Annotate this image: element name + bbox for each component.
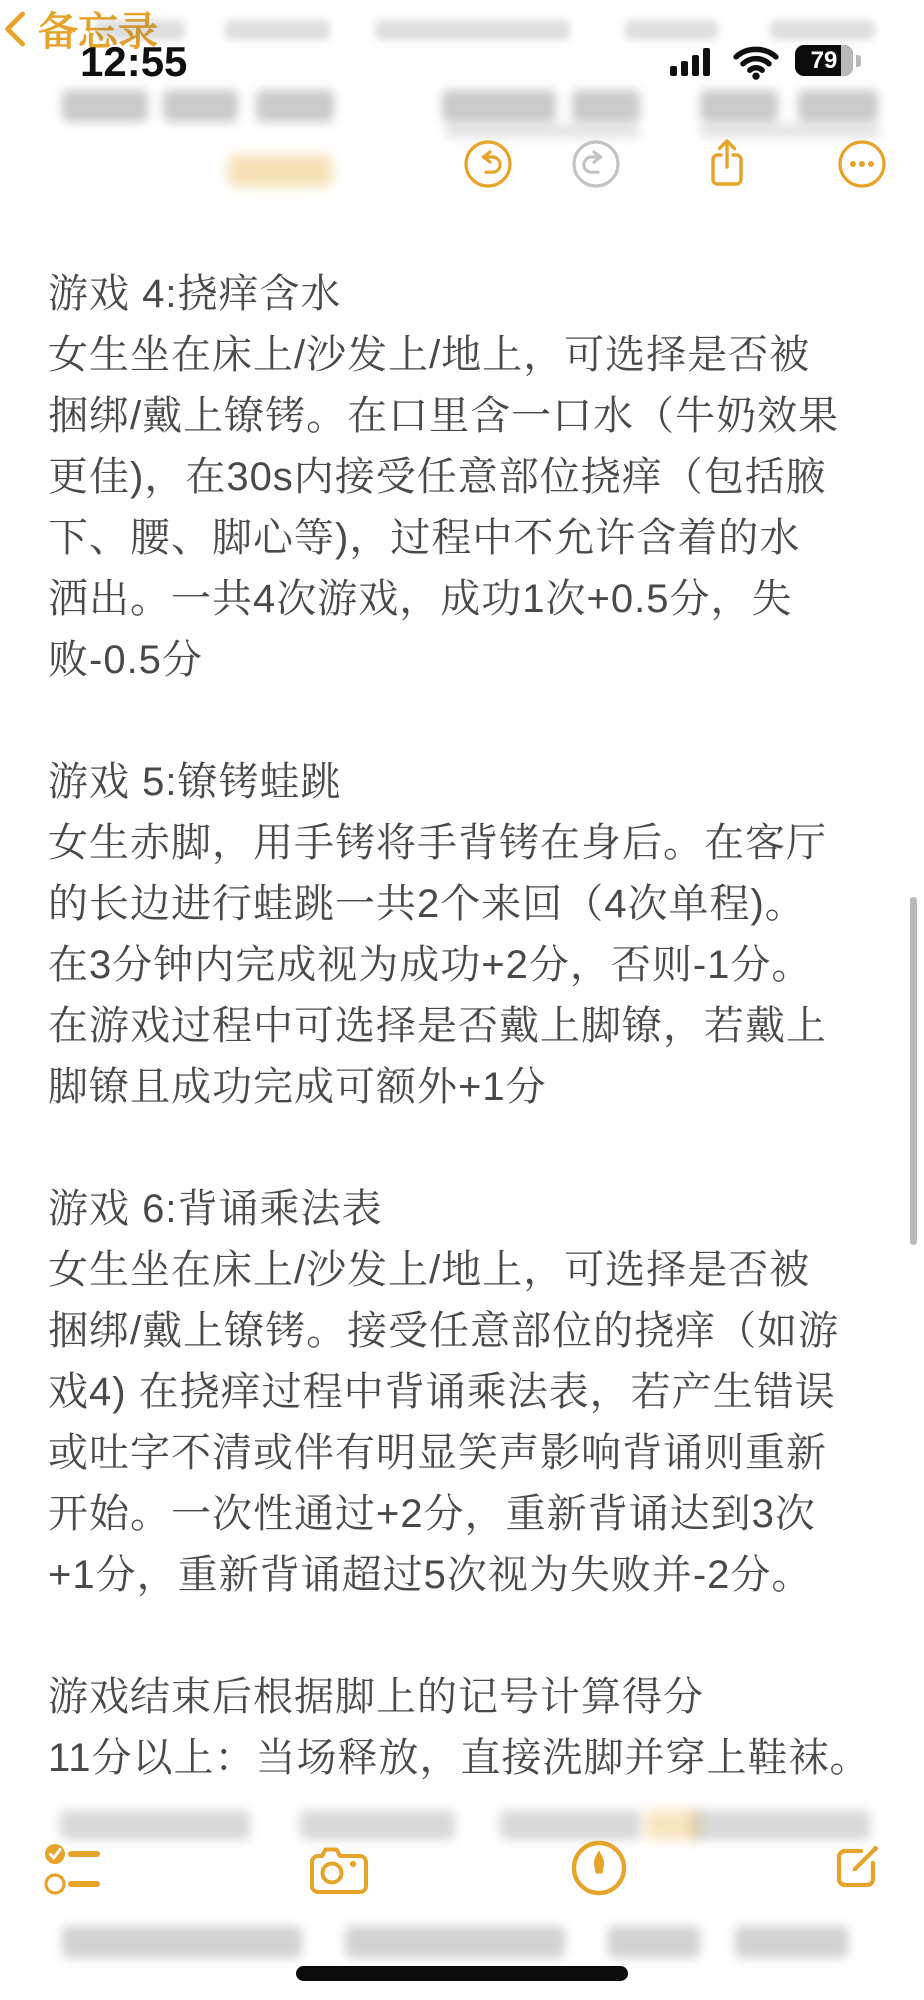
note-line: 女生坐在床上/沙发上/地上，可选择是否被 bbox=[48, 333, 811, 377]
markup-pen-icon bbox=[570, 1839, 628, 1897]
undo-button[interactable] bbox=[462, 138, 514, 190]
note-line: 脚镣且成功完成可额外+1分 bbox=[48, 1065, 547, 1109]
note-line bbox=[48, 1606, 878, 1667]
note-line: 女生赤脚，用手铐将手背铐在身后。在客厅 bbox=[48, 821, 827, 865]
checklist-icon bbox=[42, 1838, 100, 1900]
camera-icon bbox=[308, 1842, 370, 1894]
note-line: 游戏 4:挠痒含水 bbox=[48, 272, 342, 316]
note-line: 下、腰、脚心等)，过程中不允许含着的水 bbox=[48, 516, 801, 560]
camera-button[interactable] bbox=[308, 1842, 370, 1894]
note-line: 女生坐在床上/沙发上/地上，可选择是否被 bbox=[48, 1248, 811, 1292]
more-button[interactable] bbox=[836, 138, 888, 190]
note-line: 游戏 6:背诵乘法表 bbox=[48, 1187, 383, 1231]
cellular-signal-icon bbox=[670, 48, 710, 76]
note-line: 戏4) 在挠痒过程中背诵乘法表，若产生错误 bbox=[48, 1370, 836, 1414]
back-label: 备忘录 bbox=[38, 10, 158, 54]
more-ellipsis-icon bbox=[836, 138, 888, 190]
note-line: 败-0.5分 bbox=[48, 638, 203, 682]
share-icon bbox=[701, 134, 753, 192]
battery-nub bbox=[856, 55, 861, 67]
note-line: 在3分钟内完成视为成功+2分，否则-1分。 bbox=[48, 943, 813, 987]
note-line: 在游戏过程中可选择是否戴上脚镣，若戴上 bbox=[48, 1004, 827, 1048]
wifi-icon bbox=[733, 46, 779, 80]
checklist-button[interactable] bbox=[42, 1838, 100, 1900]
compose-button[interactable] bbox=[828, 1838, 886, 1896]
back-chevron-icon bbox=[0, 9, 28, 49]
note-line: 捆绑/戴上镣铐。在口里含一口水（牛奶效果 bbox=[48, 394, 840, 438]
share-button[interactable] bbox=[701, 134, 753, 186]
note-line: +1分，重新背诵超过5次视为失败并-2分。 bbox=[48, 1553, 813, 1597]
note-line: 捆绑/戴上镣铐。接受任意部位的挠痒（如游 bbox=[48, 1309, 840, 1353]
note-body[interactable] bbox=[48, 264, 878, 1789]
redo-icon bbox=[570, 138, 622, 190]
undo-icon bbox=[462, 138, 514, 190]
note-line: 游戏 5:镣铐蛙跳 bbox=[48, 760, 342, 804]
note-line: 游戏结束后根据脚上的记号计算得分 bbox=[48, 1675, 704, 1719]
compose-icon bbox=[828, 1838, 886, 1896]
note-line: 更佳)，在30s内接受任意部位挠痒（包括腋 bbox=[48, 455, 827, 499]
note-line bbox=[48, 691, 878, 752]
battery-icon bbox=[795, 45, 853, 76]
markup-button[interactable] bbox=[570, 1839, 628, 1897]
note-line: 洒出。一共4次游戏，成功1次+0.5分，失 bbox=[48, 577, 793, 621]
redo-button[interactable] bbox=[570, 138, 622, 190]
scrollbar[interactable] bbox=[910, 897, 917, 1245]
note-line: 开始。一次性通过+2分，重新背诵达到3次 bbox=[48, 1492, 816, 1536]
note-line: 的长边进行蛙跳一共2个来回（4次单程)。 bbox=[48, 882, 806, 926]
home-indicator[interactable] bbox=[296, 1966, 628, 1981]
note-line bbox=[48, 1118, 878, 1179]
note-line: 11分以上：当场释放，直接洗脚并穿上鞋袜。 bbox=[48, 1736, 871, 1780]
status-time: 12:55 bbox=[80, 38, 188, 85]
battery-percent: 79 bbox=[810, 46, 838, 74]
note-line: 或吐字不清或伴有明显笑声影响背诵则重新 bbox=[48, 1431, 827, 1475]
